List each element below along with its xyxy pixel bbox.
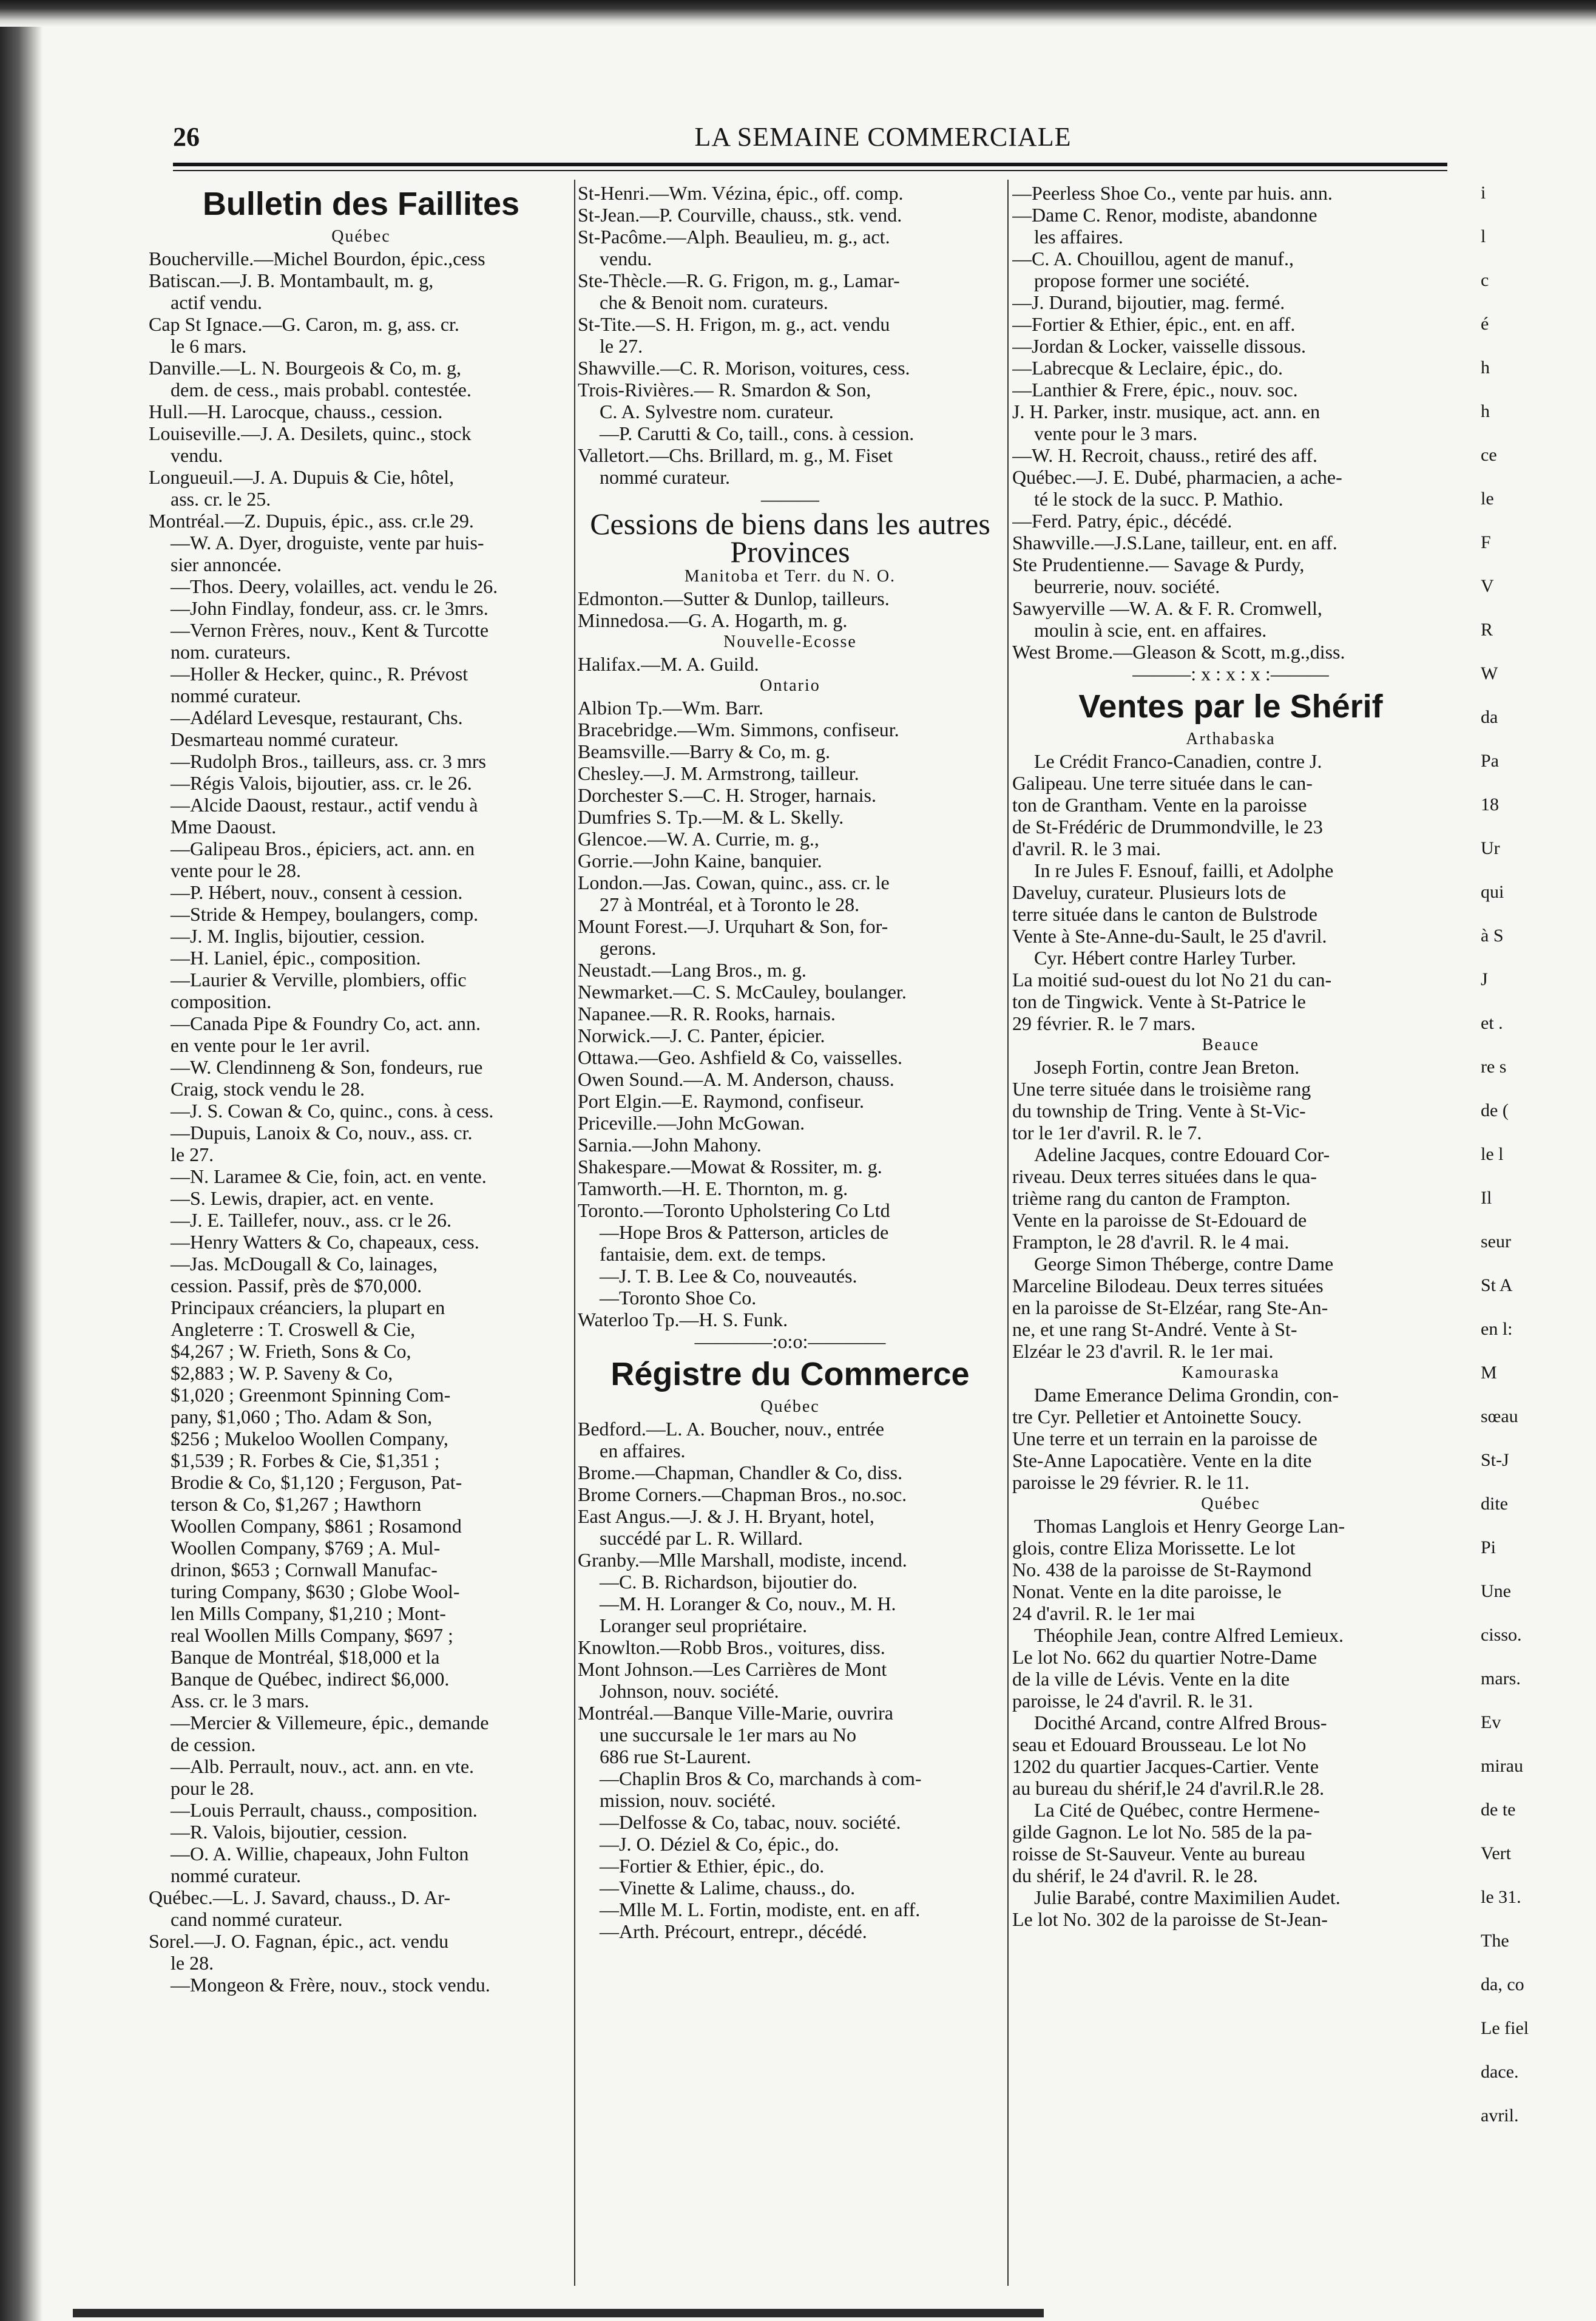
text-line: Edmonton.—Sutter & Dunlop, tailleurs. — [578, 588, 890, 609]
text-line: —Mongeon & Frère, nouv., stock vendu. — [171, 1974, 490, 1996]
text-line: C. A. Sylvestre nom. curateur. — [600, 401, 834, 422]
text-line: Knowlton.—Robb Bros., voitures, diss. — [578, 1636, 885, 1658]
fragment-line: h — [1481, 357, 1490, 378]
text-line: —Fortier & Ethier, épic., ent. en aff. — [1012, 313, 1296, 335]
text-line: Hull.—H. Larocque, chauss., cession. — [149, 401, 443, 422]
text-line: de St-Frédéric de Drummondville, le 23 — [1012, 816, 1323, 838]
journal-title: LA SEMAINE COMMERCIALE — [694, 122, 1072, 152]
fragment-line: et . — [1481, 1013, 1503, 1033]
text-line: dem. de cess., mais probabl. contestée. — [171, 379, 472, 401]
text-line: —Louis Perrault, chauss., composition. — [171, 1799, 478, 1821]
text-line: actif vendu. — [171, 291, 263, 313]
text-line: Tamworth.—H. E. Thornton, m. g. — [578, 1177, 848, 1199]
text-line: gerons. — [600, 937, 657, 959]
text-line: Longueuil.—J. A. Dupuis & Cie, hôtel, — [149, 466, 455, 488]
text-line: St-Henri.—Wm. Vézina, épic., off. comp. — [578, 182, 904, 204]
fragment-line: en l: — [1481, 1319, 1513, 1339]
text-line: du township de Tring. Vente à St-Vic- — [1012, 1100, 1306, 1122]
text-line: St-Jean.—P. Courville, chauss., stk. vend. — [578, 204, 902, 226]
text-line: Vente en la paroisse de St-Edouard de — [1012, 1209, 1307, 1231]
text-line: Banque de Montréal, $18,000 et la — [171, 1646, 440, 1668]
section-separator: ———: x : x : x :——— — [1132, 663, 1329, 685]
text-line: ton de Grantham. Vente en la paroisse — [1012, 794, 1307, 816]
fragment-line: 18 — [1481, 795, 1499, 815]
text-line: en vente pour le 1er avril. — [171, 1034, 370, 1056]
text-line: —Dupuis, Lanoix & Co, nouv., ass. cr. — [171, 1122, 473, 1144]
text-line: real Woollen Mills Company, $697 ; — [171, 1624, 453, 1646]
text-line: —Galipeau Bros., épiciers, act. ann. en — [171, 838, 475, 859]
text-line: Woollen Company, $861 ; Rosamond — [171, 1515, 462, 1537]
text-line: Thomas Langlois et Henry George Lan- — [1034, 1515, 1345, 1537]
text-line: Brodie & Co, $1,120 ; Ferguson, Pat- — [171, 1471, 462, 1493]
text-line: —J. M. Inglis, bijoutier, cession. — [171, 925, 425, 947]
text-line: Dorchester S.—C. H. Stroger, harnais. — [578, 784, 876, 806]
fragment-line: ce — [1481, 445, 1497, 465]
text-line: —Mercier & Villemeure, épic., demande — [171, 1712, 489, 1733]
text-line: —J. S. Cowan & Co, quinc., cons. à cess. — [171, 1100, 494, 1122]
fragment-line: le — [1481, 489, 1494, 509]
text-line: Sarnia.—John Mahony. — [578, 1134, 762, 1156]
text-line: —Thos. Deery, volailles, act. vendu le 26. — [171, 575, 498, 597]
text-line: —Alb. Perrault, nouv., act. ann. en vte. — [171, 1755, 475, 1777]
text-line: le 27. — [171, 1144, 214, 1165]
text-line: succédé par L. R. Willard. — [600, 1527, 803, 1549]
text-line: Woollen Company, $769 ; A. Mul- — [171, 1537, 441, 1559]
text-line: Beamsville.—Barry & Co, m. g. — [578, 740, 830, 762]
text-line: nom. curateurs. — [171, 641, 291, 663]
page-number: 26 — [173, 122, 200, 152]
text-line: paroisse, le 24 d'avril. R. le 31. — [1012, 1690, 1253, 1712]
text-line: —Alcide Daoust, restaur., actif vendu à — [171, 794, 478, 816]
text-line: —Mlle M. L. Fortin, modiste, ent. en aff. — [600, 1899, 921, 1920]
text-line: Adeline Jacques, contre Edouard Cor- — [1034, 1144, 1330, 1165]
text-line: —Adélard Levesque, restaurant, Chs. — [171, 706, 463, 728]
text-line: Québec.—L. J. Savard, chauss., D. Ar- — [149, 1886, 451, 1908]
column-divider — [574, 180, 575, 2286]
fragment-line: Il — [1481, 1188, 1492, 1208]
text-line: —Jas. McDougall & Co, lainages, — [171, 1253, 438, 1275]
text-line: riveau. Deux terres situées dans le qua- — [1012, 1165, 1317, 1187]
text-line: Le lot No. 302 de la paroisse de St-Jean- — [1012, 1908, 1328, 1930]
text-line: 1202 du quartier Jacques-Cartier. Vente — [1012, 1755, 1319, 1777]
text-line: du shérif, le 24 d'avril. R. le 28. — [1012, 1865, 1258, 1886]
region-subheading: Québec — [331, 227, 391, 246]
text-line: Loranger seul propriétaire. — [600, 1615, 808, 1636]
text-line: —Arth. Précourt, entrepr., décédé. — [600, 1920, 867, 1942]
fragment-line: cisso. — [1481, 1625, 1522, 1645]
text-line: —Chaplin Bros & Co, marchands à com- — [600, 1767, 922, 1789]
text-line: —H. Laniel, épic., composition. — [171, 947, 421, 969]
text-line: St-Tite.—S. H. Frigon, m. g., act. vendu — [578, 313, 890, 335]
text-line: Ste-Thècle.—R. G. Frigon, m. g., Lamar- — [578, 269, 900, 291]
text-line: London.—Jas. Cowan, quinc., ass. cr. le — [578, 872, 890, 893]
text-line: Batiscan.—J. B. Montambault, m. g, — [149, 269, 434, 291]
text-line: Brome.—Chapman, Chandler & Co, diss. — [578, 1462, 903, 1483]
text-line: seau et Edouard Brousseau. Le lot No — [1012, 1733, 1307, 1755]
text-line: —J. O. Déziel & Co, épic., do. — [600, 1833, 839, 1855]
text-line: pour le 28. — [171, 1777, 254, 1799]
fragment-line: Ev — [1481, 1712, 1501, 1732]
text-line: —W. H. Recroit, chauss., retiré des aff. — [1012, 444, 1317, 466]
text-line: Port Elgin.—E. Raymond, confiseur. — [578, 1090, 864, 1112]
text-line: —John Findlay, fondeur, ass. cr. le 3mrs. — [171, 597, 489, 619]
text-line: $4,267 ; W. Frieth, Sons & Co, — [171, 1340, 411, 1362]
scan-left-edge — [0, 0, 42, 2321]
text-line: —J. E. Taillefer, nouv., ass. cr le 26. — [171, 1209, 452, 1231]
fragment-line: de ( — [1481, 1100, 1509, 1120]
section-heading: Régistre du Commerce — [610, 1356, 970, 1392]
text-line: La moitié sud-ouest du lot No 21 du can- — [1012, 969, 1332, 991]
text-line: —Holler & Hecker, quinc., R. Prévost — [171, 663, 468, 685]
text-line: —Peerless Shoe Co., vente par huis. ann. — [1012, 182, 1333, 204]
text-line: Newmarket.—C. S. McCauley, boulanger. — [578, 981, 907, 1003]
section-heading: Cessions de biens dans les autres — [590, 507, 990, 541]
text-line: gilde Gagnon. Le lot No. 585 de la pa- — [1012, 1821, 1313, 1843]
text-line: Ste Prudentienne.— Savage & Purdy, — [1012, 554, 1305, 575]
text-line: —W. A. Dyer, droguiste, vente par huis- — [171, 532, 484, 554]
text-line: —Fortier & Ethier, épic., do. — [600, 1855, 825, 1877]
text-line: Toronto.—Toronto Upholstering Co Ltd — [578, 1199, 890, 1221]
text-line: Halifax.—M. A. Guild. — [578, 653, 759, 675]
text-line: sier annoncée. — [171, 554, 282, 575]
section-heading: Provinces — [730, 535, 850, 569]
text-line: 29 février. R. le 7 mars. — [1012, 1012, 1196, 1034]
fragment-line: F — [1481, 532, 1491, 552]
text-line: Waterloo Tp.—H. S. Funk. — [578, 1309, 788, 1330]
text-line: —S. Lewis, drapier, act. en vente. — [171, 1187, 435, 1209]
text-line: Bracebridge.—Wm. Simmons, confiseur. — [578, 719, 899, 740]
text-line: Vente à Ste-Anne-du-Sault, le 25 d'avril. — [1012, 925, 1327, 947]
text-line: $256 ; Mukeloo Woollen Company, — [171, 1428, 448, 1449]
text-line: George Simon Théberge, contre Dame — [1034, 1253, 1334, 1275]
text-line: Ottawa.—Geo. Ashfield & Co, vaisselles. — [578, 1046, 903, 1068]
text-line: —P. Hébert, nouv., consent à cession. — [171, 881, 463, 903]
region-subheading: Arthabaska — [1186, 730, 1276, 748]
fragment-line: h — [1481, 401, 1490, 421]
text-line: Gorrie.—John Kaine, banquier. — [578, 850, 822, 872]
text-line: Shakespare.—Mowat & Rossiter, m. g. — [578, 1156, 882, 1177]
text-line: —Hope Bros & Patterson, articles de — [600, 1221, 889, 1243]
text-line: propose former une société. — [1034, 269, 1250, 291]
text-line: Neustadt.—Lang Bros., m. g. — [578, 959, 806, 981]
text-line: moulin à scie, ent. en affaires. — [1034, 619, 1267, 641]
fragment-line: mars. — [1481, 1669, 1521, 1689]
text-line: —J. Durand, bijoutier, mag. fermé. — [1012, 291, 1285, 313]
text-line: —C. A. Chouillou, agent de manuf., — [1012, 248, 1294, 269]
text-line: Glencoe.—W. A. Currie, m. g., — [578, 828, 819, 850]
text-line: Mount Forest.—J. Urquhart & Son, for- — [578, 915, 888, 937]
text-line: tre Cyr. Pelletier et Antoinette Soucy. — [1012, 1406, 1302, 1428]
fragment-line: Ur — [1481, 838, 1500, 858]
text-line: Une terre située dans le troisième rang — [1012, 1078, 1311, 1100]
text-line: —Vernon Frères, nouv., Kent & Turcotte — [171, 619, 489, 641]
fragment-line: The — [1481, 1931, 1509, 1951]
column-cessions-registre — [578, 182, 1003, 1942]
fragment-line: dite — [1481, 1494, 1508, 1514]
fragment-line: Pi — [1481, 1537, 1496, 1557]
text-line: $1,020 ; Greenmont Spinning Com- — [171, 1384, 451, 1406]
text-line: nommé curateur. — [171, 1865, 302, 1886]
text-line: Brome Corners.—Chapman Bros., no.soc. — [578, 1483, 907, 1505]
scan-top-edge — [0, 0, 1596, 27]
text-line: Danville.—L. N. Bourgeois & Co, m. g, — [149, 357, 461, 379]
fragment-line: St-J — [1481, 1450, 1509, 1470]
text-line: en la paroisse de St-Elzéar, rang Ste-An- — [1012, 1296, 1328, 1318]
text-line: drinon, $653 ; Cornwall Manufac- — [171, 1559, 438, 1581]
text-line: Trois-Rivières.— R. Smardon & Son, — [578, 379, 871, 401]
fragment-line: le l — [1481, 1144, 1504, 1164]
text-line: Elzéar le 23 d'avril. R. le 1er mai. — [1012, 1340, 1274, 1362]
text-line: East Angus.—J. & J. H. Bryant, hotel, — [578, 1505, 874, 1527]
fragment-line: l — [1481, 226, 1486, 246]
text-line: Une terre et un terrain en la paroisse de — [1012, 1428, 1317, 1449]
text-line: roisse de St-Sauveur. Vente au bureau — [1012, 1843, 1305, 1865]
text-line: —J. T. B. Lee & Co, nouveautés. — [600, 1265, 857, 1287]
text-line: —M. H. Loranger & Co, nouv., M. H. — [600, 1593, 896, 1615]
text-line: —Stride & Hempey, boulangers, comp. — [171, 903, 479, 925]
text-line: Chesley.—J. M. Armstrong, tailleur. — [578, 762, 859, 784]
fragment-line: le 31. — [1481, 1887, 1521, 1907]
text-line: Montréal.—Z. Dupuis, épic., ass. cr.le 29. — [149, 510, 474, 532]
text-line: Norwick.—J. C. Panter, épicier. — [578, 1025, 825, 1046]
text-line: Galipeau. Une terre située dans le can- — [1012, 772, 1313, 794]
text-line: Cyr. Hébert contre Harley Turber. — [1034, 947, 1296, 969]
text-line: ton de Tingwick. Vente à St-Patrice le — [1012, 991, 1306, 1012]
text-line: glois, contre Eliza Morissette. Le lot — [1012, 1537, 1296, 1559]
text-line: —Canada Pipe & Foundry Co, act. ann. — [171, 1012, 481, 1034]
text-line: Angleterre : T. Croswell & Cie, — [171, 1318, 416, 1340]
text-line: Priceville.—John McGowan. — [578, 1112, 805, 1134]
fragment-line: St A — [1481, 1275, 1513, 1295]
fragment-line: é — [1481, 314, 1489, 334]
fragment-line: de te — [1481, 1800, 1516, 1820]
text-line: —Labrecque & Leclaire, épic., do. — [1012, 357, 1283, 379]
fragment-line: seur — [1481, 1232, 1511, 1252]
text-line: —P. Carutti & Co, taill., cons. à cession. — [600, 422, 915, 444]
fragment-line: da, co — [1481, 1974, 1524, 1994]
text-line: Valletort.—Chs. Brillard, m. g., M. Fiset — [578, 444, 893, 466]
text-line: Shawville.—C. R. Morison, voitures, cess. — [578, 357, 910, 379]
text-line: ass. cr. le 25. — [171, 488, 271, 510]
text-line: —Régis Valois, bijoutier, ass. cr. le 26. — [171, 772, 472, 794]
fragment-line: Pa — [1481, 751, 1499, 771]
text-line: beurrerie, nouv. société. — [1034, 575, 1220, 597]
fragment-line: à S — [1481, 926, 1504, 946]
text-line: le 28. — [171, 1952, 214, 1974]
text-line: —Lanthier & Frere, épic., nouv. soc. — [1012, 379, 1298, 401]
header-rule-thin — [173, 170, 1447, 171]
text-line: une succursale le 1er mars au No — [600, 1724, 856, 1746]
text-line: West Brome.—Gleason & Scott, m.g.,diss. — [1012, 641, 1345, 663]
text-line: Montréal.—Banque Ville-Marie, ouvrira — [578, 1702, 893, 1724]
text-line: —W. Clendinneng & Son, fondeurs, rue — [171, 1056, 483, 1078]
text-line: de cession. — [171, 1733, 256, 1755]
fragment-line: re s — [1481, 1057, 1507, 1077]
text-line: nommé curateur. — [600, 466, 731, 488]
text-line: No. 438 de la paroisse de St-Raymond — [1012, 1559, 1312, 1581]
header-rule-thick — [173, 163, 1447, 166]
text-line: —Dame C. Renor, modiste, abandonne — [1012, 204, 1317, 226]
text-line: nommé curateur. — [171, 685, 302, 706]
text-line: Granby.—Mlle Marshall, modiste, incend. — [578, 1549, 907, 1571]
text-line: —Jordan & Locker, vaisselle dissous. — [1012, 335, 1306, 357]
text-line: terson & Co, $1,267 ; Hawthorn — [171, 1493, 422, 1515]
text-line: Julie Barabé, contre Maximilien Audet. — [1034, 1886, 1341, 1908]
text-line: —O. A. Willie, chapeaux, John Fulton — [171, 1843, 469, 1865]
fragment-line: Le fiel — [1481, 2018, 1529, 2038]
text-line: —Henry Watters & Co, chapeaux, cess. — [171, 1231, 479, 1253]
text-line: fantaisie, dem. ext. de temps. — [600, 1243, 827, 1265]
text-line: —C. B. Richardson, bijoutier do. — [600, 1571, 857, 1593]
fragment-line: W — [1481, 663, 1498, 683]
text-line: 27 à Montréal, et à Toronto le 28. — [600, 893, 860, 915]
text-line: Daveluy, curateur. Plusieurs lots de — [1012, 881, 1287, 903]
region-subheading: Québec — [760, 1397, 820, 1416]
text-line: Louiseville.—J. A. Desilets, quinc., stock — [149, 422, 472, 444]
text-line: Bedford.—L. A. Boucher, nouv., entrée — [578, 1418, 884, 1440]
text-line: terre située dans le canton de Bulstrode — [1012, 903, 1317, 925]
text-line: Desmarteau nommé curateur. — [171, 728, 399, 750]
text-line: Dumfries S. Tp.—M. & L. Skelly. — [578, 806, 844, 828]
region-subheading: Ontario — [760, 676, 820, 695]
region-subheading: Manitoba et Terr. du N. O. — [684, 567, 896, 586]
text-line: Sorel.—J. O. Fagnan, épic., act. vendu — [149, 1930, 449, 1952]
text-line: len Mills Company, $1,210 ; Mont- — [171, 1602, 446, 1624]
text-line: mission, nouv. société. — [600, 1789, 776, 1811]
text-line: tor le 1er d'avril. R. le 7. — [1012, 1122, 1202, 1144]
text-line: Ass. cr. le 3 mars. — [171, 1690, 309, 1712]
fragment-line: dace. — [1481, 2062, 1519, 2082]
text-line: paroisse le 29 février. R. le 11. — [1012, 1471, 1249, 1493]
text-line: Théophile Jean, contre Alfred Lemieux. — [1034, 1624, 1344, 1646]
text-line: Mont Johnson.—Les Carrières de Mont — [578, 1658, 887, 1680]
text-line: 686 rue St-Laurent. — [600, 1746, 751, 1767]
text-line: vente pour le 3 mars. — [1034, 422, 1198, 444]
text-line: —Ferd. Patry, épic., décédé. — [1012, 510, 1233, 532]
text-line: Owen Sound.—A. M. Anderson, chauss. — [578, 1068, 894, 1090]
text-line: ne, et une rang St-André. Vente à St- — [1012, 1318, 1297, 1340]
section-heading: Ventes par le Shérif — [1078, 688, 1383, 725]
fragment-line: Vert — [1481, 1843, 1511, 1863]
fragment-line: i — [1481, 183, 1486, 203]
fragment-line: R — [1481, 620, 1493, 640]
text-line: Ste-Anne Lapocatière. Vente en la dite — [1012, 1449, 1312, 1471]
text-line: les affaires. — [1034, 226, 1123, 248]
text-line: —Delfosse & Co, tabac, nouv. société. — [600, 1811, 901, 1833]
text-line: J. H. Parker, instr. musique, act. ann. en — [1012, 401, 1320, 422]
text-line: Docithé Arcand, contre Alfred Brous- — [1034, 1712, 1327, 1733]
text-line: $1,539 ; R. Forbes & Cie, $1,351 ; — [171, 1449, 440, 1471]
text-line: Québec.—J. E. Dubé, pharmacien, a ache- — [1012, 466, 1342, 488]
text-line: —Toronto Shoe Co. — [600, 1287, 757, 1309]
text-line: vente pour le 28. — [171, 859, 302, 881]
text-line: Frampton, le 28 d'avril. R. le 4 mai. — [1012, 1231, 1290, 1253]
text-line: en affaires. — [600, 1440, 686, 1462]
text-line: 24 d'avril. R. le 1er mai — [1012, 1602, 1195, 1624]
text-line: Cap St Ignace.—G. Caron, m. g, ass. cr. — [149, 313, 459, 335]
region-subheading: Nouvelle-Ecosse — [723, 632, 857, 651]
text-line: —N. Laramee & Cie, foin, act. en vente. — [171, 1165, 487, 1187]
text-line: Joseph Fortin, contre Jean Breton. — [1034, 1056, 1300, 1078]
fragment-line: M — [1481, 1363, 1497, 1383]
text-line: In re Jules F. Esnouf, failli, et Adolphe — [1034, 859, 1334, 881]
text-line: Marceline Bilodeau. Deux terres situées — [1012, 1275, 1324, 1296]
text-line: de la ville de Lévis. Vente en la dite — [1012, 1668, 1290, 1690]
region-subheading: Québec — [1201, 1494, 1260, 1513]
fragment-line: Une — [1481, 1581, 1511, 1601]
text-line: cession. Passif, près de $70,000. — [171, 1275, 422, 1296]
text-line: St-Pacôme.—Alph. Beaulieu, m. g., act. — [578, 226, 890, 248]
text-line: —Vinette & Lalime, chauss., do. — [600, 1877, 856, 1899]
fragment-line: qui — [1481, 882, 1504, 902]
text-line: Banque de Québec, indirect $6,000. — [171, 1668, 450, 1690]
column-ventes-sherif — [1012, 182, 1449, 1930]
text-line: vendu. — [171, 444, 223, 466]
text-line: Nonat. Vente en la dite paroisse, le — [1012, 1581, 1282, 1602]
region-subheading: Beauce — [1202, 1035, 1260, 1054]
text-line: le 6 mars. — [171, 335, 247, 357]
section-heading: Bulletin des Faillites — [202, 186, 520, 222]
text-line: pany, $1,060 ; Tho. Adam & Son, — [171, 1406, 433, 1428]
section-separator: ——— — [761, 488, 819, 510]
text-line: Dame Emerance Delima Grondin, con- — [1034, 1384, 1339, 1406]
section-separator: ————:o:o:———— — [694, 1330, 886, 1352]
text-line: cand nommé curateur. — [171, 1908, 343, 1930]
text-line: d'avril. R. le 3 mai. — [1012, 838, 1161, 859]
fragment-line: sœau — [1481, 1406, 1518, 1426]
fragment-line: J — [1481, 969, 1488, 989]
text-line: Le lot No. 662 du quartier Notre-Dame — [1012, 1646, 1317, 1668]
text-line: Johnson, nouv. société. — [600, 1680, 779, 1702]
text-line: La Cité de Québec, contre Hermene- — [1034, 1799, 1320, 1821]
fragment-line: V — [1481, 576, 1494, 596]
text-line: au bureau du shérif,le 24 d'avril.R.le 28. — [1012, 1777, 1325, 1799]
text-line: composition. — [171, 991, 272, 1012]
text-line: —R. Valois, bijoutier, cession. — [171, 1821, 408, 1843]
column-divider — [1007, 180, 1009, 2286]
fragment-line: avril. — [1481, 2106, 1519, 2126]
column-faillites — [149, 182, 573, 1996]
text-line: —Rudolph Bros., tailleurs, ass. cr. 3 mrs — [171, 750, 486, 772]
text-line: turing Company, $630 ; Globe Wool- — [171, 1581, 460, 1602]
fragment-line: c — [1481, 270, 1489, 290]
text-line: —Laurier & Verville, plombiers, offic — [171, 969, 467, 991]
fragment-line: mirau — [1481, 1756, 1523, 1776]
text-line: Shawville.—J.S.Lane, tailleur, ent. en aff. — [1012, 532, 1337, 554]
text-line: che & Benoit nom. curateurs. — [600, 291, 828, 313]
column-next-page-fragment — [1481, 182, 1590, 2149]
text-line: té le stock de la succ. P. Mathio. — [1034, 488, 1283, 510]
text-line: trième rang du canton de Frampton. — [1012, 1187, 1291, 1209]
text-line: Principaux créanciers, la plupart en — [171, 1296, 445, 1318]
text-line: Craig, stock vendu le 28. — [171, 1078, 365, 1100]
text-line: Mme Daoust. — [171, 816, 277, 838]
text-line: le 27. — [600, 335, 643, 357]
text-line: Napanee.—R. R. Rooks, harnais. — [578, 1003, 836, 1025]
fragment-line: da — [1481, 707, 1498, 727]
page-header — [173, 121, 1596, 158]
region-subheading: Kamouraska — [1182, 1363, 1280, 1382]
text-line: vendu. — [600, 248, 652, 269]
scan-bottom-edge — [73, 2309, 1044, 2317]
text-line: Boucherville.—Michel Bourdon, épic.,cess — [149, 248, 485, 269]
text-line: Le Crédit Franco-Canadien, contre J. — [1034, 750, 1322, 772]
text-line: Albion Tp.—Wm. Barr. — [578, 697, 764, 719]
text-line: $2,883 ; W. P. Saveny & Co, — [171, 1362, 393, 1384]
text-line: Sawyerville —W. A. & F. R. Cromwell, — [1012, 597, 1322, 619]
text-line: Minnedosa.—G. A. Hogarth, m. g. — [578, 609, 848, 631]
